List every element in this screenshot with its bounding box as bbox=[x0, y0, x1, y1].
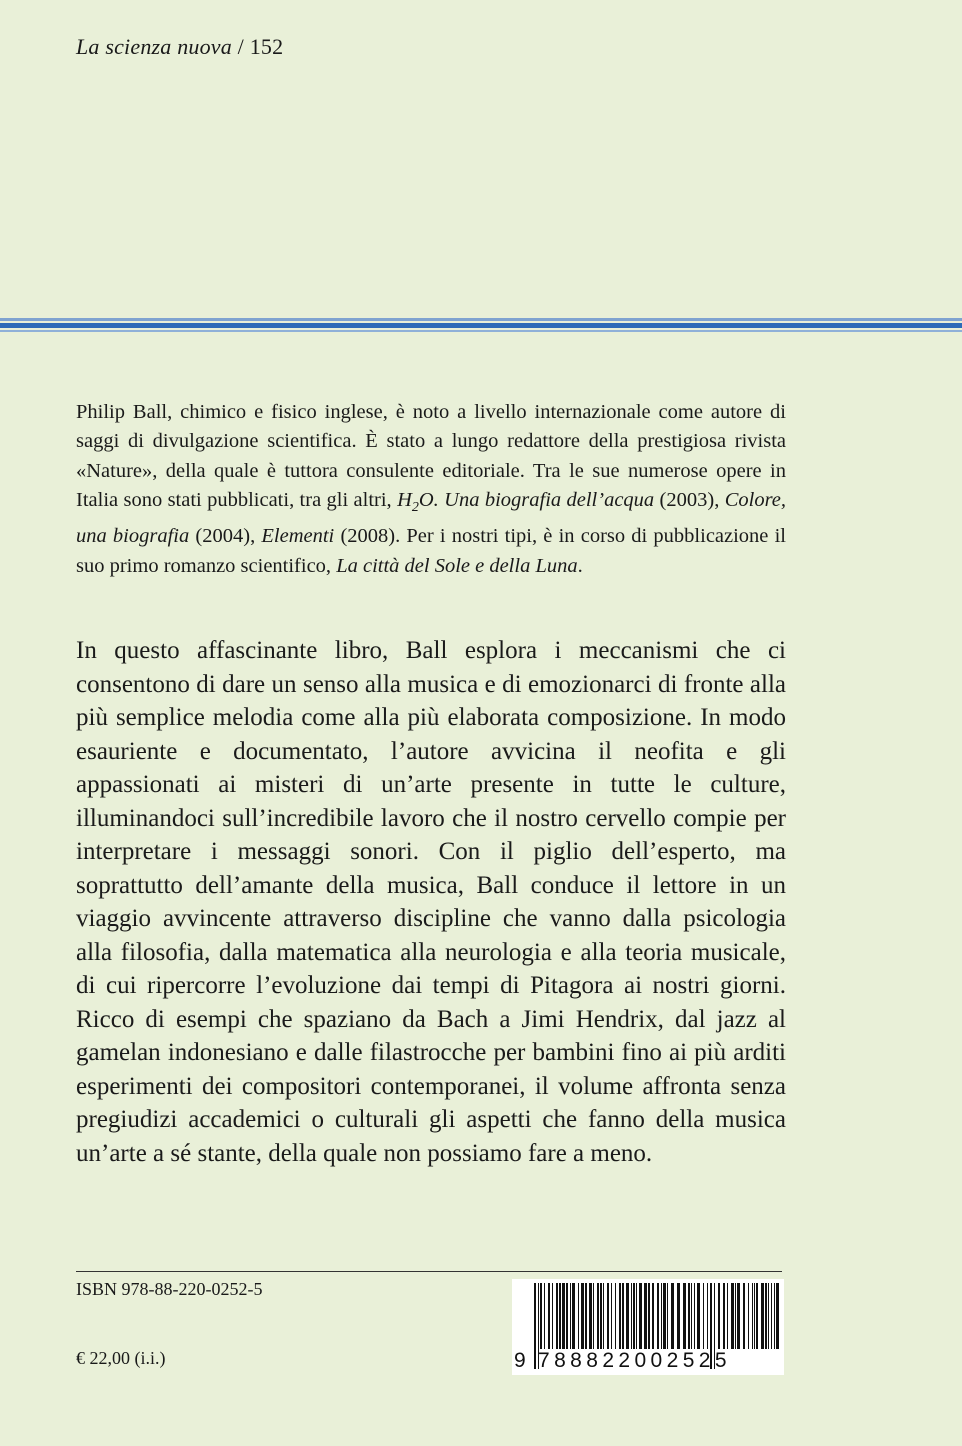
barcode-bar bbox=[581, 1283, 584, 1349]
barcode-bar bbox=[723, 1283, 725, 1349]
blue-rule-top bbox=[0, 318, 962, 321]
barcode-bar bbox=[776, 1283, 779, 1349]
barcode-bar bbox=[644, 1283, 647, 1349]
barcode-bar bbox=[570, 1283, 571, 1349]
barcode-bar bbox=[540, 1283, 542, 1349]
barcode-bar bbox=[697, 1283, 700, 1349]
bio-segment: Philip Ball, chimico e fisico inglese, è noto a livello internazionale come autore di saggi di divulgazione scientifica. È stato a lungo redattore della prestigiosa rivista «Nature», della quale è tuttora consulente editoriale. Tra le sue numerose opere in Italia sono stati pubblicati, tra gli altri, bbox=[76, 401, 786, 511]
barcode-bar bbox=[633, 1283, 635, 1349]
series-number: 152 bbox=[249, 34, 284, 59]
barcode-bar bbox=[619, 1283, 621, 1349]
barcode-bar bbox=[683, 1283, 686, 1349]
bio-segment: (2003), bbox=[654, 488, 725, 511]
barcode-bar bbox=[691, 1283, 692, 1349]
barcode-bar bbox=[562, 1283, 565, 1349]
barcode-bar bbox=[552, 1283, 553, 1349]
bio-segment: . bbox=[577, 554, 583, 577]
series-name: La scienza nuova bbox=[76, 34, 232, 59]
barcode-bar bbox=[657, 1283, 659, 1349]
bio-segment: (2008). Per i nostri tipi, è in corso di pubblicazione il suo primo romanzo scientifico, bbox=[76, 525, 786, 577]
barcode-bar bbox=[761, 1283, 764, 1349]
blue-rule-bottom bbox=[0, 330, 962, 332]
bio-segment: 2 bbox=[411, 499, 419, 515]
barcode-bar bbox=[731, 1283, 734, 1349]
barcode-bar bbox=[752, 1283, 753, 1349]
barcode-bar bbox=[611, 1283, 612, 1349]
blue-rule-middle bbox=[0, 323, 962, 328]
barcode-bar bbox=[589, 1283, 592, 1349]
barcode-bar bbox=[556, 1283, 558, 1349]
barcode-bar bbox=[707, 1283, 708, 1349]
barcode-bar bbox=[597, 1283, 599, 1349]
bio-segment: La città del Sole e della Luna bbox=[336, 554, 578, 577]
barcode-bar bbox=[631, 1283, 632, 1349]
barcode-bar bbox=[661, 1283, 662, 1349]
barcode-bar bbox=[688, 1283, 690, 1349]
barcode-bar bbox=[694, 1283, 695, 1349]
barcode-bar bbox=[756, 1283, 758, 1349]
barcode-bar bbox=[737, 1283, 740, 1349]
barcode-bar bbox=[771, 1283, 772, 1349]
barcode-bar bbox=[566, 1283, 568, 1349]
barcode-bar bbox=[600, 1283, 602, 1349]
barcode-bar bbox=[735, 1283, 736, 1349]
isbn-divider bbox=[76, 1271, 782, 1272]
barcode-bar bbox=[636, 1283, 637, 1349]
barcode-bar bbox=[607, 1283, 609, 1349]
barcode-bar bbox=[615, 1283, 616, 1349]
barcode-bar bbox=[727, 1283, 728, 1349]
barcode-bar bbox=[754, 1283, 755, 1349]
bio-segment: Colore, una biografia bbox=[76, 488, 787, 548]
author-bio bbox=[76, 398, 786, 581]
book-description: In questo affascinante libro, Ball esplora i meccanismi che ci consentono di dare un senso alla musica e di emozionarci di fronte alla più semplice melodia come alla più elaborata composizione. In modo esauriente e documentato, l’autore avvicina il neofita e gli appassionati ai misteri di un’arte presente in tutte le culture, illuminandoci sull’incredibile lavoro che il nostro cervello compie per interpretare i messaggi sonori. Con il piglio dell’esperto, ma soprattutto dell’amante della musica, Ball conduce il lettore in un viaggio avvincente attraverso discipline che vanno dalla psicologia alla filosofia, dalla matematica alla neurologia e alla teoria musicale, di cui ripercorre l’evoluzione dai tempi di Pitagora ai nostri giorni. Ricco di esempi che spaziano da Bach a Jimi Hendrix, dal jazz al gamelan indonesiano e dalle filastrocche per bambini fino ai più arditi esperimenti dei compositori contemporanei, il volume affronta senza pregiudizi accademici o culturali gli aspetti che fanno della musica un’arte a sé stante, della quale non possiamo fare a meno. bbox=[76, 637, 786, 1167]
price-text: € 22,00 (i.i.) bbox=[76, 1348, 166, 1368]
barcode-bar bbox=[639, 1283, 642, 1349]
barcode-bar bbox=[548, 1283, 550, 1349]
barcode-bar bbox=[774, 1283, 775, 1349]
barcode-bar bbox=[603, 1283, 604, 1349]
barcode-bar bbox=[585, 1283, 587, 1349]
barcode-bar bbox=[559, 1283, 561, 1349]
isbn-text: ISBN 978-88-220-0252-5 bbox=[76, 1279, 263, 1299]
barcode-number: 788822002525 bbox=[538, 1349, 731, 1372]
series-line bbox=[76, 34, 283, 60]
bio-segment: Elementi bbox=[261, 525, 335, 548]
barcode-bar bbox=[671, 1283, 674, 1349]
bio-segment: O. Una biografia dell’acqua bbox=[418, 488, 655, 511]
barcode-bar bbox=[622, 1283, 624, 1349]
barcode-bar bbox=[578, 1283, 579, 1349]
series-separator: / bbox=[231, 34, 250, 59]
barcode-bar bbox=[748, 1283, 749, 1349]
barcode-bar bbox=[768, 1283, 769, 1349]
barcode-bar bbox=[667, 1283, 668, 1349]
barcode-bar bbox=[677, 1283, 680, 1349]
barcode-bar bbox=[626, 1283, 629, 1349]
barcode-bar bbox=[703, 1283, 704, 1349]
barcode-bar bbox=[718, 1283, 720, 1349]
barcode-digits bbox=[512, 1349, 784, 1375]
barcode-bar bbox=[572, 1283, 575, 1349]
barcode-bar bbox=[544, 1283, 545, 1349]
barcode-lead-digit: 9 bbox=[514, 1349, 531, 1372]
bio-segment: H bbox=[397, 488, 412, 511]
barcode-bar bbox=[593, 1283, 594, 1349]
barcode-bar bbox=[663, 1283, 666, 1349]
bio-segment: (2004), bbox=[189, 525, 262, 548]
barcode-bar bbox=[652, 1283, 654, 1349]
barcode-bar bbox=[743, 1283, 745, 1349]
barcode-bar bbox=[765, 1283, 767, 1349]
barcode-bar bbox=[648, 1283, 650, 1349]
barcode bbox=[512, 1279, 784, 1375]
